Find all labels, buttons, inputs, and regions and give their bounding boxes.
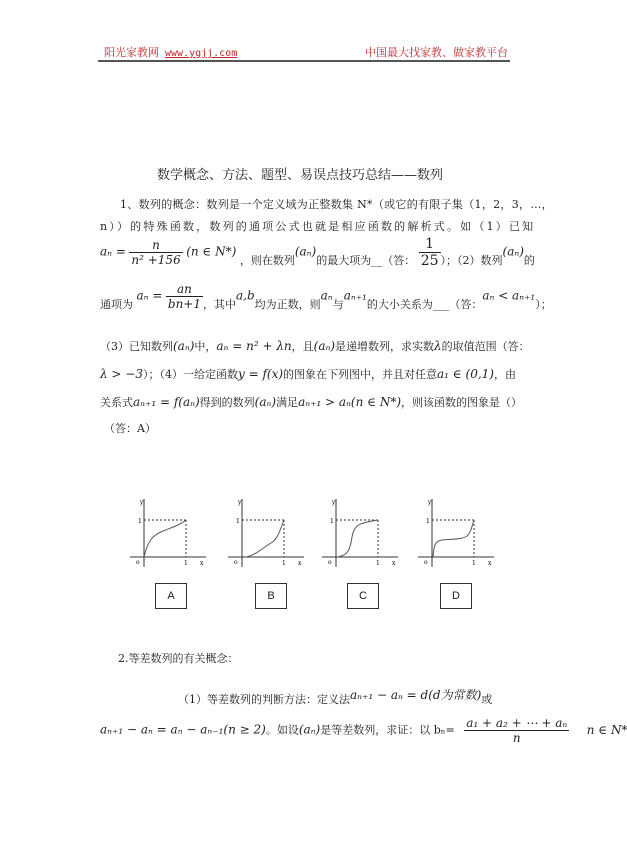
- formula: λ: [434, 339, 442, 353]
- header-rule: [98, 60, 510, 62]
- origin-label: o: [234, 559, 238, 566]
- text: 关系式: [100, 396, 133, 409]
- axis-x-label: x: [298, 560, 302, 567]
- option-box-d: D: [440, 583, 472, 609]
- header-site: [104, 44, 237, 60]
- text: ，且: [291, 340, 314, 353]
- fraction: $\frac{n}{\text{n² +156}}$: [131, 238, 181, 267]
- formula: y = f(x): [237, 367, 284, 381]
- tick-label: 1: [184, 560, 188, 567]
- formula: a₁ ∈ (0,1): [437, 367, 494, 381]
- text: 或: [481, 693, 493, 706]
- text: ，则该函数的图象是（）: [401, 396, 523, 409]
- origin-label: o: [136, 559, 140, 566]
- paragraph-line: [178, 690, 492, 707]
- formula: aₙ = n² + λn: [216, 339, 292, 353]
- formula: aₙ₊₁ > aₙ(n ∈ N*): [298, 395, 402, 409]
- option-box-a: A: [155, 583, 187, 609]
- text: 的大小关系为___（答：: [366, 297, 483, 311]
- tick-label: 1: [376, 560, 380, 567]
- section-heading: 2.等差数列的有关概念：: [118, 652, 239, 665]
- option-box-b: B: [255, 583, 287, 609]
- axis-y-label: y: [332, 499, 336, 506]
- tick-label: 1: [236, 518, 240, 525]
- paragraph-line: [100, 236, 535, 269]
- formula: (aₙ): [298, 722, 321, 737]
- page-title: 数学概念、方法、题型、易误点技巧总结——数列: [156, 168, 443, 183]
- paragraph-line: n））的特殊函数，数列的通项公式也就是相应函数的解析式。如（1）已知: [100, 220, 536, 233]
- text: ）；（2）数列: [440, 253, 503, 267]
- text: （1）等差数列的判断方法：定义法: [178, 693, 350, 706]
- tick-label: 1: [472, 560, 476, 567]
- text: 的图象在下列图中，并且对任意: [283, 368, 438, 381]
- text: 中，: [194, 340, 217, 353]
- axis-x-label: x: [488, 560, 492, 567]
- tick-label: 1: [426, 518, 430, 525]
- text: ）；: [535, 297, 552, 311]
- paragraph-line: [100, 716, 627, 745]
- formula: aₙ₊₁ − aₙ = d(d为常数): [350, 688, 482, 702]
- formula: (aₙ): [502, 244, 524, 259]
- text: ）；（4）一给定函数: [142, 368, 238, 381]
- formula: (n ∈ N*): [186, 244, 237, 259]
- site-name: 阳光家教网: [104, 46, 159, 59]
- graph-d: [416, 495, 496, 570]
- formula: aₙ₊₁: [343, 288, 367, 303]
- paragraph-line: [100, 394, 522, 410]
- text: 的取值范围（答：: [441, 340, 530, 353]
- graph-c: [320, 495, 400, 570]
- paragraph-line: 1、数列的概念：数列是一个定义域为正整数集 N*（或它的有限子集（1，2，3，…，: [120, 198, 553, 211]
- axis-x-label: x: [200, 560, 204, 567]
- text: 与: [332, 297, 344, 311]
- graph-b: [226, 495, 306, 570]
- text: 是递增数列，求实数: [335, 340, 435, 353]
- formula: (aₙ): [173, 339, 195, 353]
- paragraph-line: [100, 366, 516, 382]
- graph-a: [128, 495, 208, 570]
- formula: aₙ₊₁ = f(aₙ): [133, 395, 200, 409]
- text: 的: [523, 253, 535, 267]
- axis-y-label: y: [238, 499, 242, 506]
- formula: λ > −3: [100, 367, 143, 381]
- paragraph-line: [100, 338, 530, 354]
- text: ，由: [493, 368, 516, 381]
- text: ，其中: [203, 297, 236, 311]
- text: 。如设: [265, 723, 299, 737]
- tick-label: 1: [330, 518, 334, 525]
- formula: (aₙ): [313, 339, 336, 353]
- fraction: $\frac{an}{bn+1}$: [167, 282, 201, 311]
- option-box-c: C: [347, 583, 379, 609]
- text: 得到的数列: [199, 396, 255, 409]
- text: （3）已知数列: [100, 340, 173, 353]
- formula: a,b: [236, 288, 255, 303]
- formula: aₙ =: [100, 244, 126, 259]
- text: ，则在数列: [239, 253, 295, 267]
- origin-label: o: [328, 559, 332, 566]
- formula: aₙ =: [136, 288, 163, 303]
- answer-text: （答：A）: [104, 422, 156, 435]
- tick-label: 1: [138, 518, 142, 525]
- formula: n ∈ N*: [586, 722, 627, 737]
- formula: aₙ₊₁ − aₙ = aₙ − aₙ₋₁(n ≥ 2): [100, 722, 266, 737]
- answer-fraction: $\frac{1}{25}$: [420, 236, 439, 269]
- formula: (aₙ): [294, 244, 317, 259]
- header-slogan: 中国最大找家教、做家教平台: [365, 46, 508, 59]
- tick-label: 1: [282, 560, 286, 567]
- text: 是等差数列，求证：以 bₙ=: [320, 723, 455, 737]
- formula: aₙ: [320, 288, 333, 303]
- site-url-link[interactable]: www.ygjj.com: [165, 48, 238, 59]
- formula: aₙ < aₙ₊₁: [482, 288, 536, 303]
- text: 的最大项为__（答：: [316, 253, 416, 267]
- axis-y-label: y: [140, 499, 144, 506]
- formula: (aₙ): [254, 395, 277, 409]
- text: 均为正数，则: [254, 297, 321, 311]
- fraction: $\frac{\text{a₁ + a₂ + ⋯ + aₙ}}{n}$: [466, 716, 568, 745]
- axis-y-label: y: [428, 499, 432, 506]
- text: 通项为: [100, 297, 133, 311]
- origin-label: o: [424, 559, 428, 566]
- text: 满足: [276, 396, 299, 409]
- axis-x-label: x: [392, 560, 396, 567]
- paragraph-line: [100, 282, 552, 311]
